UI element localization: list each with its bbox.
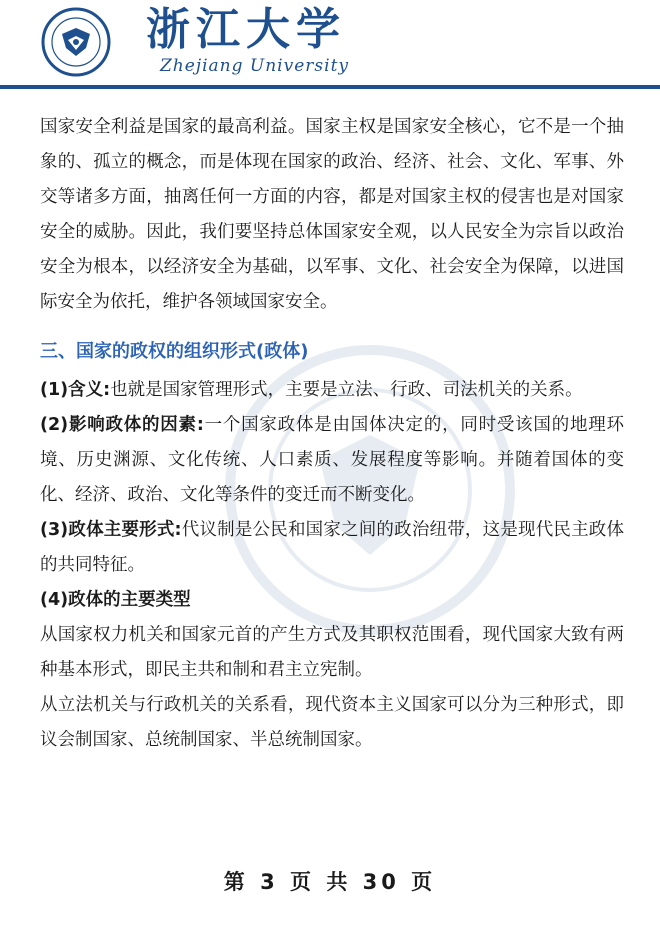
header-divider (0, 85, 660, 89)
main-content (40, 110, 624, 758)
item-lead: (4)政体的主要类型 (40, 590, 191, 610)
paragraph: 从立法机关与行政机关的关系看，现代资本主义国家可以分为三种形式，即议会制国家、总统制国家、半总统制国家。 (40, 695, 624, 750)
page-number: 第 3 页 共 30 页 (223, 870, 437, 894)
item-text: 也就是国家管理形式，主要是立法、行政、司法机关的关系。 (110, 380, 583, 400)
zju-seal-icon (34, 6, 118, 78)
page-header (0, 0, 660, 92)
list-item (40, 513, 624, 583)
item-lead: (2)影响政体的因素: (40, 415, 204, 435)
item-text: 一个国家政体是由国体决定的，同时受该国的地理环境、历史渊源、文化传统、人口素质、发展程度等影响。并随着国体的变化、经济、政治、文化等条件的变迁而不断变化。 (40, 415, 625, 505)
logo-english-wordmark: Zhejiang University (160, 56, 349, 76)
list-item (40, 373, 624, 408)
item-lead: (1)含义: (40, 380, 111, 400)
list-item (40, 408, 624, 513)
item-text: 代议制是公民和国家之间的政治纽带，这是现代民主政体的共同特征。 (40, 520, 625, 575)
paragraph: 从国家权力机关和国家元首的产生方式及其职权范围看，现代国家大致有两种基本形式，即民主共和制和君主立宪制。 (40, 625, 624, 680)
section-heading: 三、国家的政权的组织形式(政体) (40, 341, 309, 362)
item-lead: (3)政体主要形式: (40, 520, 182, 540)
list-item (40, 583, 624, 618)
intro-paragraph: 国家安全利益是国家的最高利益。国家主权是国家安全核心，它不是一个抽象的、孤立的概念，而是体现在国家的政治、经济、社会、文化、军事、外交等诸多方面，抽离任何一方面的内容，都是对国家主权的侵害也是对国家安全的威胁。因此，我们要坚持总体国家安全观，以人民安全为宗旨以政治安全为根本，以经济安全为基础，以军事、文化、社会安全为保障，以进国际安全为依托，维护各领域国家安全。 (40, 117, 624, 312)
logo-chinese-wordmark: 浙江大学 (146, 4, 346, 55)
